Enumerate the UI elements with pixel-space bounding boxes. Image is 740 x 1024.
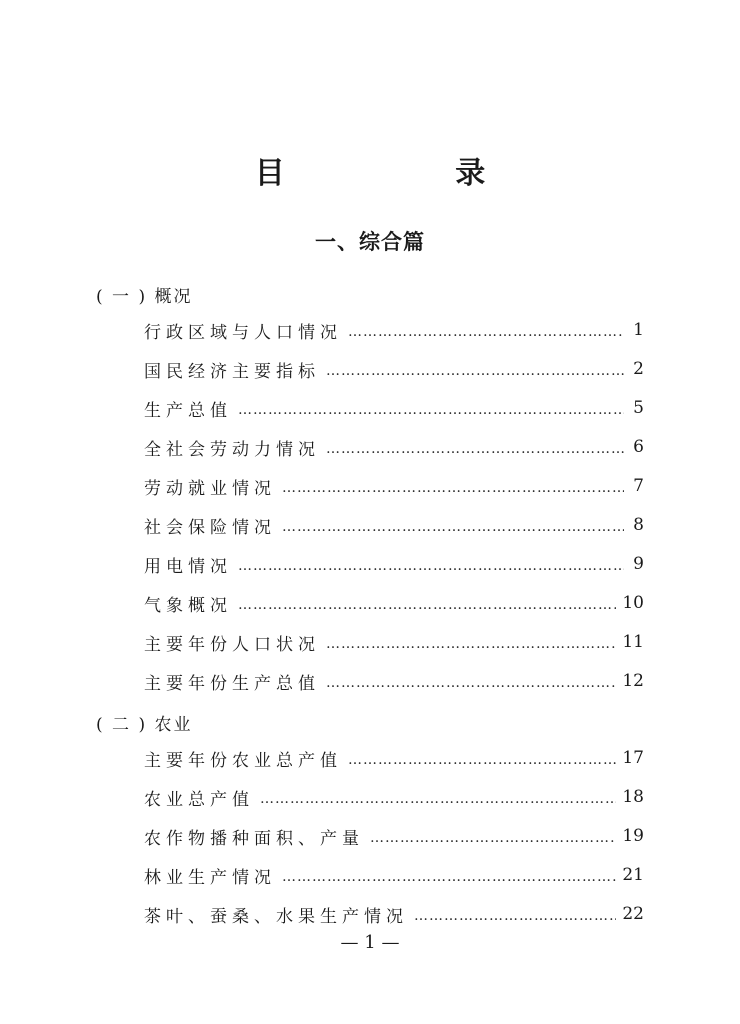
- toc-entry-text: 劳动就业情况: [144, 478, 276, 499]
- toc-entry-page: 6: [633, 437, 644, 457]
- toc-entry-page: 21: [622, 865, 644, 885]
- toc-entry-text: 林业生产情况: [144, 867, 276, 888]
- dot-leader: [326, 441, 624, 457]
- toc-entry-text: 全社会劳动力情况: [144, 439, 320, 460]
- toc-entry-page: 1: [633, 320, 644, 340]
- dot-leader: [238, 558, 624, 574]
- toc-entry-text: 主要年份农业总产值: [144, 750, 342, 771]
- toc-entry-text: 农业总产值: [144, 789, 254, 810]
- section-heading-agriculture: ( 二 ) 农业: [96, 715, 193, 735]
- toc-entry[interactable]: [144, 822, 644, 850]
- toc-entry-text: 农作物播种面积、产量: [144, 828, 364, 849]
- toc-entry-text: 主要年份生产总值: [144, 673, 320, 694]
- dot-leader: [326, 363, 624, 379]
- toc-entry-page: 11: [622, 632, 644, 652]
- dot-leader: [282, 869, 616, 885]
- dot-leader: [238, 402, 624, 418]
- dot-leader: [282, 519, 624, 535]
- toc-entry-text: 国民经济主要指标: [144, 361, 320, 382]
- page-number: — 1 —: [340, 932, 400, 953]
- toc-entry-page: 22: [622, 904, 644, 924]
- toc-title: 目 录: [254, 156, 566, 191]
- toc-entry-text: 用电情况: [144, 556, 232, 577]
- toc-entry-page: 2: [633, 359, 644, 379]
- dot-leader: [326, 675, 616, 691]
- toc-entry-page: 5: [633, 398, 644, 418]
- dot-leader: [348, 324, 624, 340]
- toc-entry[interactable]: [144, 628, 644, 656]
- toc-entry-page: 19: [622, 826, 644, 846]
- toc-entry-page: 18: [622, 787, 644, 807]
- toc-entry-page: 8: [633, 515, 644, 535]
- dot-leader: [414, 908, 616, 924]
- dot-leader: [326, 636, 616, 652]
- toc-entry[interactable]: [144, 900, 644, 928]
- toc-entry-text: 行政区域与人口情况: [144, 322, 342, 343]
- toc-entry-page: 9: [633, 554, 644, 574]
- toc-entry[interactable]: [144, 433, 644, 461]
- toc-entry-text: 生产总值: [144, 400, 232, 421]
- dot-leader: [282, 480, 624, 496]
- toc-entry[interactable]: [144, 472, 644, 500]
- toc-entry-text: 气象概况: [144, 595, 232, 616]
- section-heading-overview: ( 一 ) 概况: [96, 287, 193, 307]
- toc-entry[interactable]: [144, 744, 644, 772]
- dot-leader: [260, 791, 616, 807]
- toc-entry[interactable]: [144, 511, 644, 539]
- toc-entry[interactable]: [144, 550, 644, 578]
- toc-entry[interactable]: [144, 667, 644, 695]
- toc-entry-page: 7: [633, 476, 644, 496]
- toc-entry-text: 茶叶、蚕桑、水果生产情况: [144, 906, 408, 927]
- toc-entry[interactable]: [144, 355, 644, 383]
- toc-entry-page: 12: [622, 671, 644, 691]
- dot-leader: [348, 752, 616, 768]
- toc-entry-text: 社会保险情况: [144, 517, 276, 538]
- toc-entry-page: 10: [622, 593, 644, 613]
- part-heading: 一、综合篇: [315, 229, 425, 254]
- toc-entry-text: 主要年份人口状况: [144, 634, 320, 655]
- toc-entry[interactable]: [144, 589, 644, 617]
- toc-entry-page: 17: [622, 748, 644, 768]
- toc-entry[interactable]: [144, 861, 644, 889]
- toc-entry[interactable]: [144, 394, 644, 422]
- dot-leader: [370, 830, 616, 846]
- toc-entry[interactable]: [144, 783, 644, 811]
- toc-entry[interactable]: [144, 316, 644, 344]
- dot-leader: [238, 597, 616, 613]
